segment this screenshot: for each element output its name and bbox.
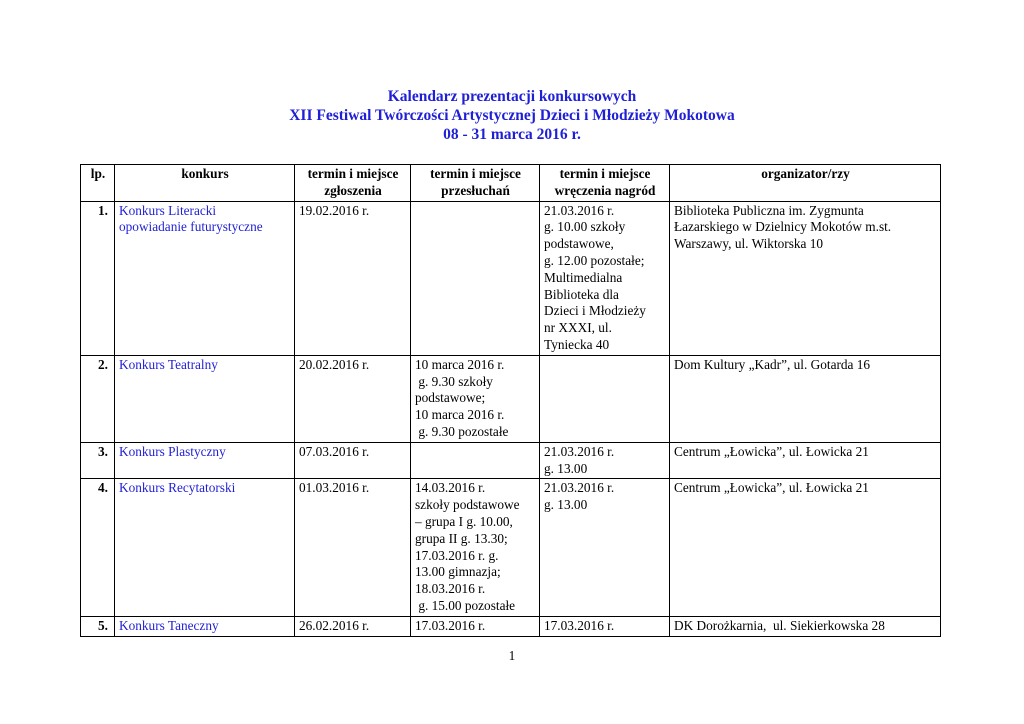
cell-organizator [670, 355, 941, 442]
cell-zgloszenie-line: 01.03.2016 r. [299, 480, 370, 496]
cell-wreczenie [540, 442, 670, 479]
cell-lp: 2. [81, 355, 115, 442]
cell-przesluchanie [411, 355, 540, 442]
cell-przesluchanie-line: 10 marca 2016 r. [415, 356, 505, 372]
cell-zgloszenie [295, 616, 411, 636]
cell-przesluchanie-line: g. 9.30 pozostałe [415, 423, 509, 439]
cell-wreczenie [540, 616, 670, 636]
heading-dates: 08 - 31 marca 2016 r. [443, 126, 581, 143]
cell-wreczenie-line: 21.03.2016 r. [544, 202, 615, 218]
cell-przesluchanie [411, 616, 540, 636]
header-wreczenie: termin i miejsce wręczenia nagród [540, 165, 670, 202]
header-lp: lp. [81, 165, 115, 202]
cell-przesluchanie [411, 201, 540, 355]
cell-przesluchanie [411, 442, 540, 479]
cell-przesluchanie-line: g. 9.30 szkoły [415, 373, 493, 389]
header-konkurs: konkurs [115, 165, 295, 202]
cell-organizator-line: Centrum „Łowicka”, ul. Łowicka 21 [674, 480, 869, 496]
cell-organizator-line: Dom Kultury „Kadr”, ul. Gotarda 16 [674, 356, 871, 372]
cell-wreczenie-line: g. 10.00 szkoły [544, 219, 626, 235]
cell-wreczenie-line: Multimedialna [544, 269, 623, 285]
heading-title: Kalendarz prezentacji konkursowych [387, 88, 637, 105]
cell-organizator [670, 616, 941, 636]
cell-zgloszenie [295, 442, 411, 479]
cell-organizator-line: DK Dorożkarnia, ul. Siekierkowska 28 [674, 617, 885, 633]
cell-zgloszenie [295, 479, 411, 616]
cell-wreczenie-line: g. 13.00 [544, 460, 588, 476]
cell-konkurs [115, 355, 295, 442]
header-przesluchanie: termin i miejsce przesłuchań [411, 165, 540, 202]
cell-konkurs-line: Konkurs Plastyczny [119, 443, 226, 459]
cell-zgloszenie-line: 19.02.2016 r. [299, 202, 370, 218]
header-zgloszenie: termin i miejsce zgłoszenia [295, 165, 411, 202]
cell-wreczenie [540, 201, 670, 355]
cell-przesluchanie-line: 18.03.2016 r. [415, 581, 486, 597]
table-row [81, 442, 941, 479]
cell-konkurs [115, 201, 295, 355]
cell-wreczenie-line: nr XXXI, ul. [544, 320, 612, 336]
table-row [81, 355, 941, 442]
cell-wreczenie [540, 355, 670, 442]
cell-lp: 1. [81, 201, 115, 355]
cell-wreczenie-line: g. 13.00 [544, 497, 588, 513]
cell-wreczenie-line: 21.03.2016 r. [544, 443, 615, 459]
cell-konkurs-line: Konkurs Teatralny [119, 356, 218, 372]
cell-przesluchanie-line: – grupa I g. 10.00, [415, 513, 513, 529]
cell-przesluchanie-line: podstawowe; [415, 390, 486, 406]
competition-calendar-table [80, 164, 941, 637]
cell-przesluchanie-line: 17.03.2016 r. [415, 617, 486, 633]
cell-wreczenie-line: podstawowe, [544, 236, 614, 252]
table-header-row [81, 165, 941, 202]
header-organizator: organizator/rzy [670, 165, 941, 202]
cell-organizator-line: Centrum „Łowicka”, ul. Łowicka 21 [674, 443, 869, 459]
cell-konkurs [115, 479, 295, 616]
cell-zgloszenie [295, 201, 411, 355]
cell-organizator-line: Biblioteka Publiczna im. Zygmunta [674, 202, 864, 218]
cell-wreczenie-line: 17.03.2016 r. [544, 617, 615, 633]
cell-zgloszenie-line: 26.02.2016 r. [299, 617, 370, 633]
table-row [81, 201, 941, 355]
cell-zgloszenie [295, 355, 411, 442]
cell-przesluchanie [411, 479, 540, 616]
cell-zgloszenie-line: 07.03.2016 r. [299, 443, 370, 459]
cell-wreczenie-line: Dzieci i Młodzieży [544, 303, 646, 319]
cell-konkurs-line: Konkurs Taneczny [119, 617, 219, 633]
cell-wreczenie-line: Tyniecka 40 [544, 336, 610, 352]
cell-organizator [670, 201, 941, 355]
cell-wreczenie-line: Biblioteka dla [544, 286, 619, 302]
page-number: 1 [508, 648, 516, 663]
cell-wreczenie-line: g. 12.00 pozostałe; [544, 252, 645, 268]
cell-konkurs-line: Konkurs Recytatorski [119, 480, 236, 496]
document-heading [0, 87, 1024, 144]
cell-konkurs-line: opowiadanie futurystyczne [119, 219, 263, 235]
cell-konkurs-line: Konkurs Literacki [119, 202, 217, 218]
cell-zgloszenie-line: 20.02.2016 r. [299, 356, 370, 372]
cell-przesluchanie-line: szkoły podstawowe [415, 497, 520, 513]
cell-organizator-line: Warszawy, ul. Wiktorska 10 [674, 236, 824, 252]
cell-wreczenie [540, 479, 670, 616]
cell-konkurs [115, 442, 295, 479]
cell-organizator [670, 479, 941, 616]
table-row [81, 616, 941, 636]
cell-przesluchanie-line: 13.00 gimnazja; [415, 564, 501, 580]
cell-przesluchanie-line: 10 marca 2016 r. [415, 407, 505, 423]
cell-lp: 5. [81, 616, 115, 636]
cell-organizator [670, 442, 941, 479]
cell-lp: 4. [81, 479, 115, 616]
cell-organizator-line: Łazarskiego w Dzielnicy Mokotów m.st. [674, 219, 892, 235]
cell-przesluchanie-line: 14.03.2016 r. [415, 480, 486, 496]
cell-przesluchanie-line: g. 15.00 pozostałe [415, 597, 516, 613]
cell-przesluchanie-line: 17.03.2016 r. g. [415, 547, 499, 563]
table-row [81, 479, 941, 616]
cell-wreczenie-line: 21.03.2016 r. [544, 480, 615, 496]
cell-konkurs [115, 616, 295, 636]
cell-przesluchanie-line: grupa II g. 13.30; [415, 530, 508, 546]
heading-festival: XII Festiwal Twórczości Artystycznej Dzieci i Młodzieży Mokotowa [289, 107, 735, 124]
cell-lp: 3. [81, 442, 115, 479]
